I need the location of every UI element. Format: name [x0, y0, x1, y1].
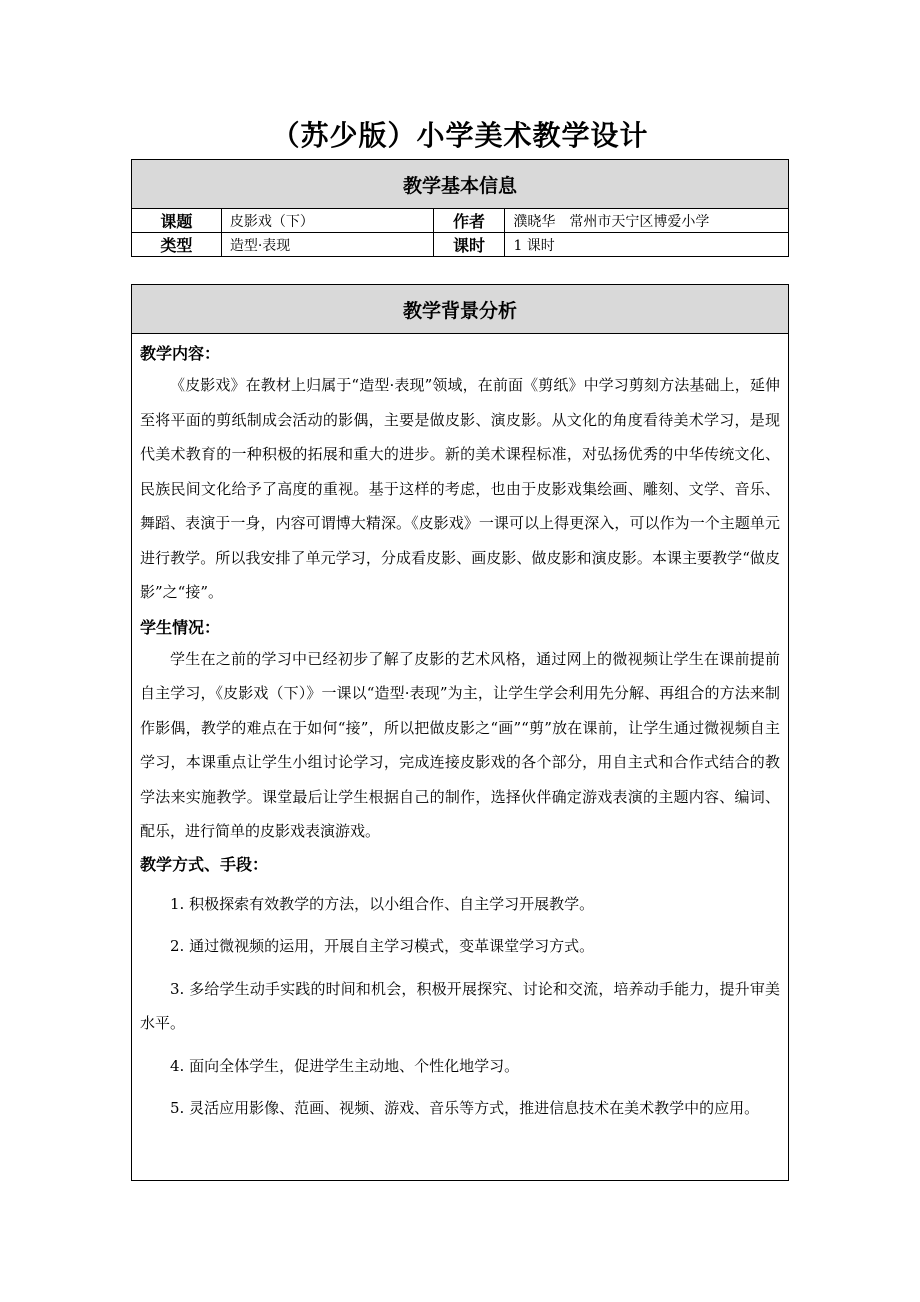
hours-label: 课时: [433, 233, 505, 257]
background-header: 教学背景分析: [132, 285, 789, 334]
list-item: 4. 面向全体学生，促进学生主动地、个性化地学习。: [170, 1056, 520, 1075]
author-value: 濮晓华 常州市天宁区博爱小学: [505, 209, 789, 233]
topic-label: 课题: [132, 209, 222, 233]
method-heading: 教学方式、手段：: [140, 854, 269, 874]
student-heading: 学生情况：: [140, 617, 221, 637]
table-row: [132, 209, 789, 233]
basic-info-table: [131, 159, 789, 257]
background-table: [131, 284, 789, 1181]
content-heading: 教学内容：: [140, 344, 221, 363]
content-paragraph: 《皮影戏》在教材上归属于“造型·表现”领域，在前面《剪纸》中学习剪刻方法基础上，延伸至将平面的剪纸制成会活动的影偶，主要是做皮影、演皮影。从文化的角度看待美术学习，是现代美术教育的一种积极的拓展和重大的进步。新的美术课程标准，对弘扬优秀的中华传统文化、民族民间文化给予了高度的重视。基于这样的考虑，也由于皮影戏集绘画、雕刻、文学、音乐、舞蹈、表演于一身，内容可谓博大精深。《皮影戏》一课可以上得更深入，可以作为一个主题单元进行教学。所以我安排了单元学习，分成看皮影、画皮影、做皮影和演皮影。本课主要教学“做皮影”之“接”。: [140, 376, 780, 601]
background-content: [132, 334, 789, 1181]
student-paragraph: 学生在之前的学习中已经初步了解了皮影的艺术风格，通过网上的微视频让学生在课前提前自主学习，《皮影戏（下）》一课以“造型·表现”为主，让学生学会利用先分解、再组合的方法来制作影偶，教学的难点在于如何“接”，所以把做皮影之“画”“剪”放在课前，让学生通过微视频自主学习，本课重点让学生小组讨论学习，完成连接皮影戏的各个部分，用自主式和合作式结合的教学法来实施教学。课堂最后让学生根据自己的制作，选择伙伴确定游戏表演的主题内容、编词、配乐，进行简单的皮影戏表演游戏。: [140, 649, 780, 840]
type-label: 类型: [132, 233, 222, 257]
list-item: 2. 通过微视频的运用，开展自主学习模式，变革课堂学习方式。: [170, 937, 595, 955]
list-item: 1. 积极探索有效教学的方法，以小组合作、自主学习开展教学。: [170, 894, 595, 913]
document-title: （苏少版）小学美术教学设计: [271, 119, 649, 152]
basic-info-header: 教学基本信息: [132, 160, 789, 209]
topic-value: 皮影戏（下）: [221, 209, 433, 233]
type-value: 造型·表现: [221, 233, 433, 257]
list-item: 3. 多给学生动手实践的时间和机会，积极开展探究、讨论和交流，培养动手能力，提升审美水平。: [140, 979, 780, 1032]
author-label: 作者: [433, 209, 505, 233]
table-row: [132, 233, 789, 257]
hours-value: 1 课时: [505, 233, 789, 257]
list-item: 5. 灵活应用影像、范画、视频、游戏、音乐等方式，推进信息技术在美术教学中的应用。: [170, 1099, 760, 1117]
